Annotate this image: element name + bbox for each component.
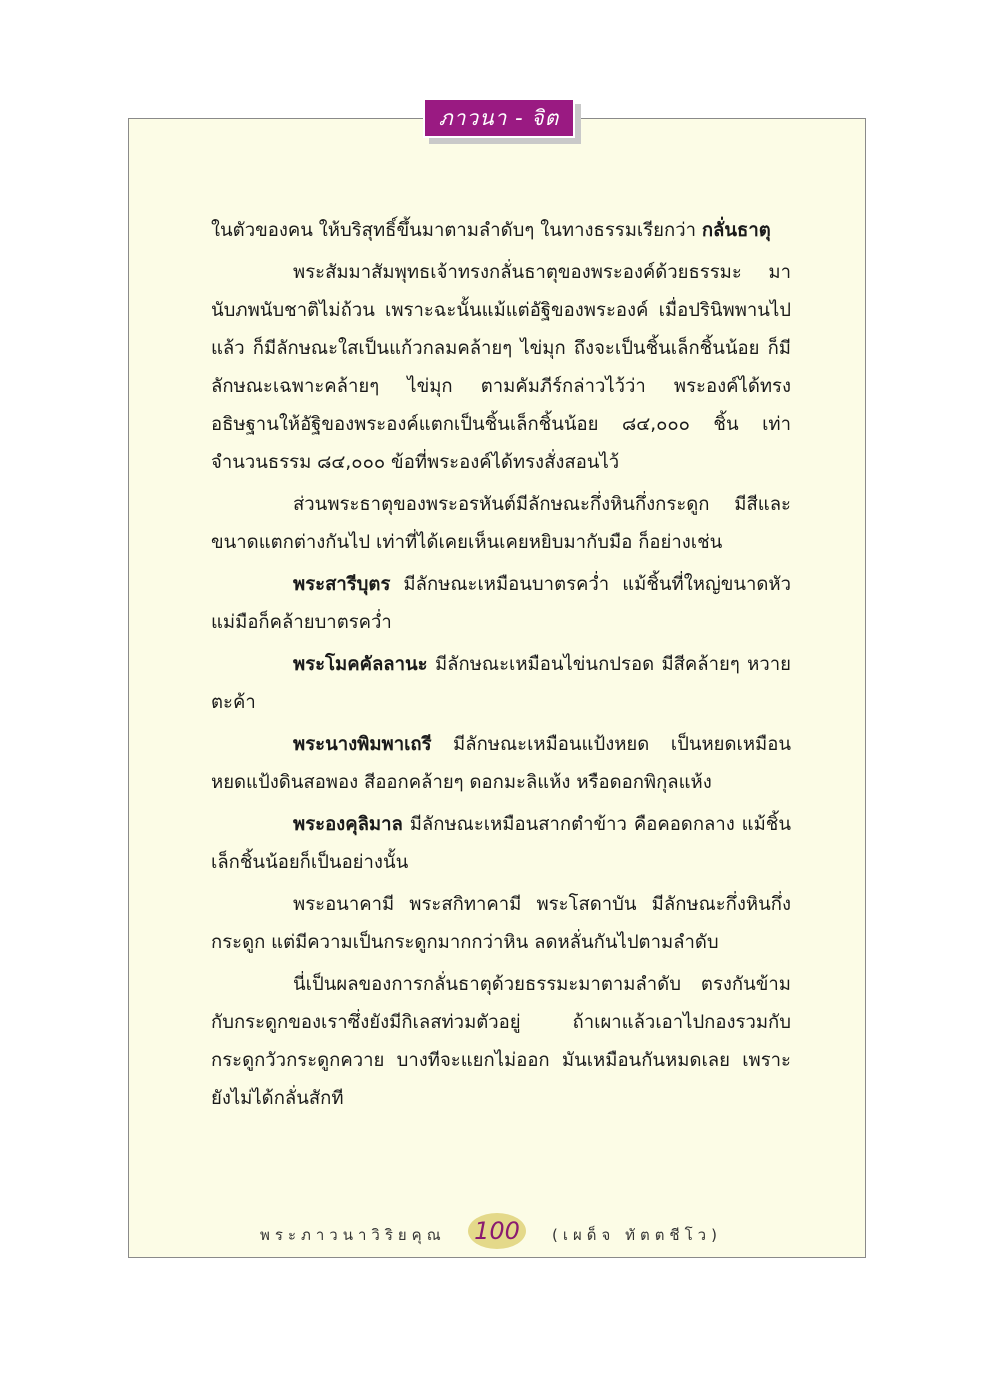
paragraph-moggallana-text: มีลักษณะเหมือนไข่นกปรอด มีสีคล้ายๆ หวายตะค้า (211, 654, 791, 713)
paragraph-1-text: ในตัวของคน ให้บริสุทธิ์ขึ้นมาตามลำดับๆ ในทางธรรมเรียกว่า (211, 220, 702, 241)
paragraph-3-text: ส่วนพระธาตุของพระอรหันต์มีลักษณะกึ่งหินกึ่งกระดูก มีสีและขนาดแตกต่างกันไป เท่าที่ได้เคยเห็นเคยหยิบมากับมือ ก็อย่างเช่น (211, 494, 791, 553)
name-bimba: พระนางพิมพาเถรี (293, 734, 432, 755)
paragraph-angulimala (211, 806, 791, 882)
paragraph-angulimala-text: มีลักษณะเหมือนสากตำข้าว คือคอดกลาง แม้ชิ้นเล็กชิ้นน้อยก็เป็นอย่างนั้น (211, 814, 791, 873)
paragraph-sariputta (211, 566, 791, 642)
paragraph-sariputta-text: มีลักษณะเหมือนบาตรคว่ำ แม้ชิ้นที่ใหญ่ขนาดหัว แม่มือก็คล้ายบาตรคว่ำ (211, 574, 791, 633)
name-moggallana: พระโมคคัลลานะ (293, 654, 428, 675)
footer-author: (เผด็จ ทัตตชีโว) (552, 1226, 722, 1244)
paragraph-bimba-text: มีลักษณะเหมือนแป้งหยด เป็นหยดเหมือนหยดแป้งดินสอพอง สีออกคล้ายๆ ดอกมะลิแห้ง หรือดอกพิกุลแห้ง (211, 734, 791, 793)
name-sariputta: พระสารีบุตร (293, 574, 391, 595)
paragraph-1 (211, 212, 791, 250)
paragraph-conclusion-text: นี่เป็นผลของการกลั่นธาตุด้วยธรรมะมาตามลำดับ ตรงกันข้ามกับกระดูกของเราซึ่งยังมีกิเลสท่วมตัวอยู่ ถ้าเผาแล้วเอาไปกองรวมกับกระดูกวัวกระดูกควาย บางทีจะแยกไม่ออก มันเหมือนกันหมดเลย เพราะยังไม่ได้กลั่นสักที (211, 974, 791, 1109)
page-footer (260, 1213, 740, 1253)
name-angulimala: พระองคุลิมาล (293, 814, 403, 835)
footer-book-title: พระภาวนาวิริยคุณ (260, 1226, 446, 1244)
chapter-tag: ภาวนา - จิต (423, 98, 575, 138)
paragraph-2-text: พระสัมมาสัมพุทธเจ้าทรงกลั่นธาตุของพระองค์ด้วยธรรมะ มานับภพนับชาติไม่ถ้วน เพราะฉะนั้นแม้แต่อัฐิของพระองค์ เมื่อปรินิพพานไปแล้ว ก็มีลักษณะใสเป็นแก้วกลมคล้ายๆ ไข่มุก ถึงจะเป็นชิ้นเล็กชิ้นน้อย ก็มีลักษณะเฉพาะคล้ายๆ ไข่มุก ตามคัมภีร์กล่าวไว้ว่า พระองค์ได้ทรงอธิษฐานให้อัฐิของพระองค์แตกเป็นชิ้นเล็กชิ้นน้อย ๘๔,๐๐๐ ชิ้น เท่าจำนวนธรรม ๘๔,๐๐๐ ข้อที่พระองค์ได้ทรงสั่งสอนไว้ (211, 262, 791, 473)
paragraph-bimba (211, 726, 791, 802)
term-klan-that: กลั่นธาตุ (701, 220, 771, 241)
paragraph-2 (211, 254, 791, 482)
page-number: 100 (474, 1217, 520, 1245)
paragraph-ariya-text: พระอนาคามี พระสกิทาคามี พระโสดาบัน มีลักษณะกึ่งหินกึ่งกระดูก แต่มีความเป็นกระดูกมากกว่าหิน ลดหลั่นกันไปตามลำดับ (211, 894, 791, 953)
paragraph-ariya (211, 886, 791, 962)
paragraph-3 (211, 486, 791, 562)
body-text (211, 212, 791, 1122)
paragraph-conclusion (211, 966, 791, 1118)
paragraph-moggallana (211, 646, 791, 722)
